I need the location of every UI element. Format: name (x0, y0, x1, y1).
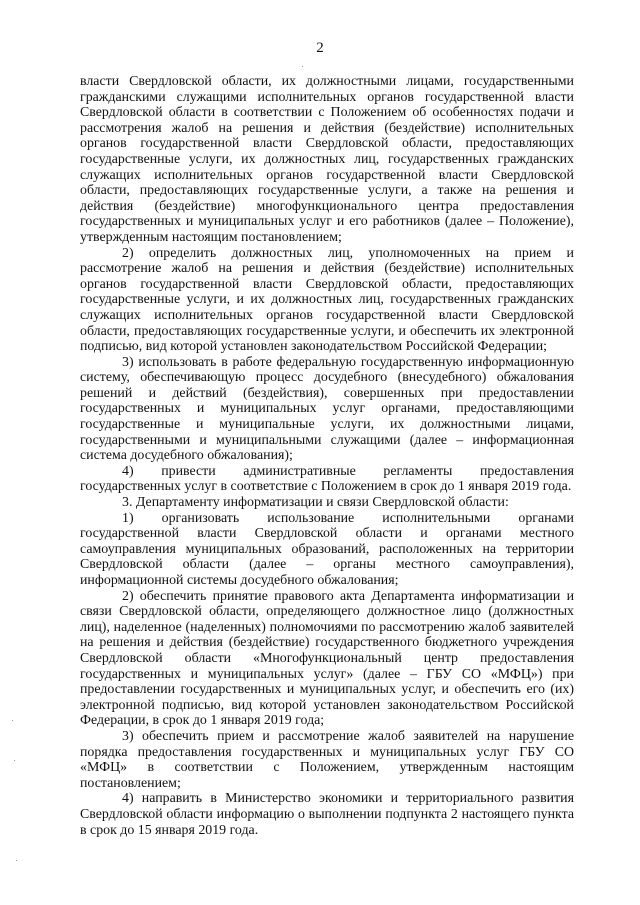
document-body (80, 74, 574, 838)
scan-speck (12, 720, 13, 721)
paragraph-section-3: 3. Департаменту информатизации и связи Свердловской области: (122, 495, 509, 511)
paragraph-item-3-4: 4) направить в Министерство экономики и территориального развития Свердловской области информацию о выполнении подпункта 2 настоящего пункта в срок до 15 января 2019 года. (80, 791, 574, 838)
scan-speck (16, 860, 17, 861)
paragraph-item-2-3: 3) использовать в работе федеральную государственную информационную систему, обеспечивающую процесс досудебного (внесудебного) обжалования решений и действий (бездействия), совершенных при предоставлении государственных и муниципальных услуг органами, предоставляющими государственные и муниципальные услуги, их должностными лицами, государственными и муниципальными служащими (далее – информационная система досудебного обжалования); (80, 354, 574, 464)
paragraph-item-2-4: 4) привести административные регламенты предоставления государственных услуг в соответствие с Положением в срок до 1 января 2019 года. (80, 463, 574, 495)
paragraph-item-3-3: 3) обеспечить прием и рассмотрение жалоб заявителей на нарушение порядка предоставления государственных и муниципальных услуг ГБУ СО «МФЦ» в соответствии с Положением, утвержденным настоящим постановлением; (80, 728, 574, 791)
paragraph-item-3-2: 2) обеспечить принятие правового акта Департамента информатизации и связи Свердловской области, определяющего должностное лицо (должностных лиц), наделенное (наделенных) полномочиями по рассмотрению жалоб заявителей на решения и действия (бездействие) государственного бюджетного учреждения Свердловской области «Многофункциональный центр предоставления государственных и муниципальных услуг» (далее – ГБУ СО «МФЦ») при предоставлении государственных и муниципальных услуг, и обеспечить его (их) электронной подписью, вид которой установлен законодательством Российской Федерации, в срок до 1 января 2019 года; (80, 588, 574, 729)
scan-speck (302, 66, 303, 67)
paragraph-continuation: власти Свердловской области, их должностными лицами, государственными гражданскими служащими исполнительных органов государственной власти Свердловской области в соответствии с Положением об особенностях подачи и рассмотрения жалоб на решения и действия (бездействие) исполнительных органов государственной власти Свердловской области, предоставляющих государственные услуги, их должностных лиц, государственных гражданских служащих исполнительных органов государственной власти Свердловской области, предоставляющих государственные услуги, а также на решения и действия (бездействие) многофункционального центра предоставления государственных и муниципальных услуг и его работников (далее – Положение), утвержденным настоящим постановлением; (80, 74, 574, 245)
paragraph-item-2-2: 2) определить должностных лиц, уполномоченных на прием и рассмотрение жалоб на решения и действия (бездействие) исполнительных органов государственной власти Свердловской области, предоставляющих государственные услуги, и их должностных лиц, государственных гражданских служащих исполнительных органов государственной власти Свердловской области, предоставляющих государственные услуги, и обеспечить их электронной подписью, вид которой установлен законодательством Российской Федерации; (80, 245, 574, 355)
paragraph-item-3-1: 1) организовать использование исполнительными органами государственной власти Свердловской области и органами местного самоуправления муниципальных образований, расположенных на территории Свердловской области (далее – органы местного самоуправления), информационной системы досудебного обжалования; (80, 510, 574, 588)
scan-speck (14, 760, 15, 761)
page-number: 2 (316, 40, 324, 56)
